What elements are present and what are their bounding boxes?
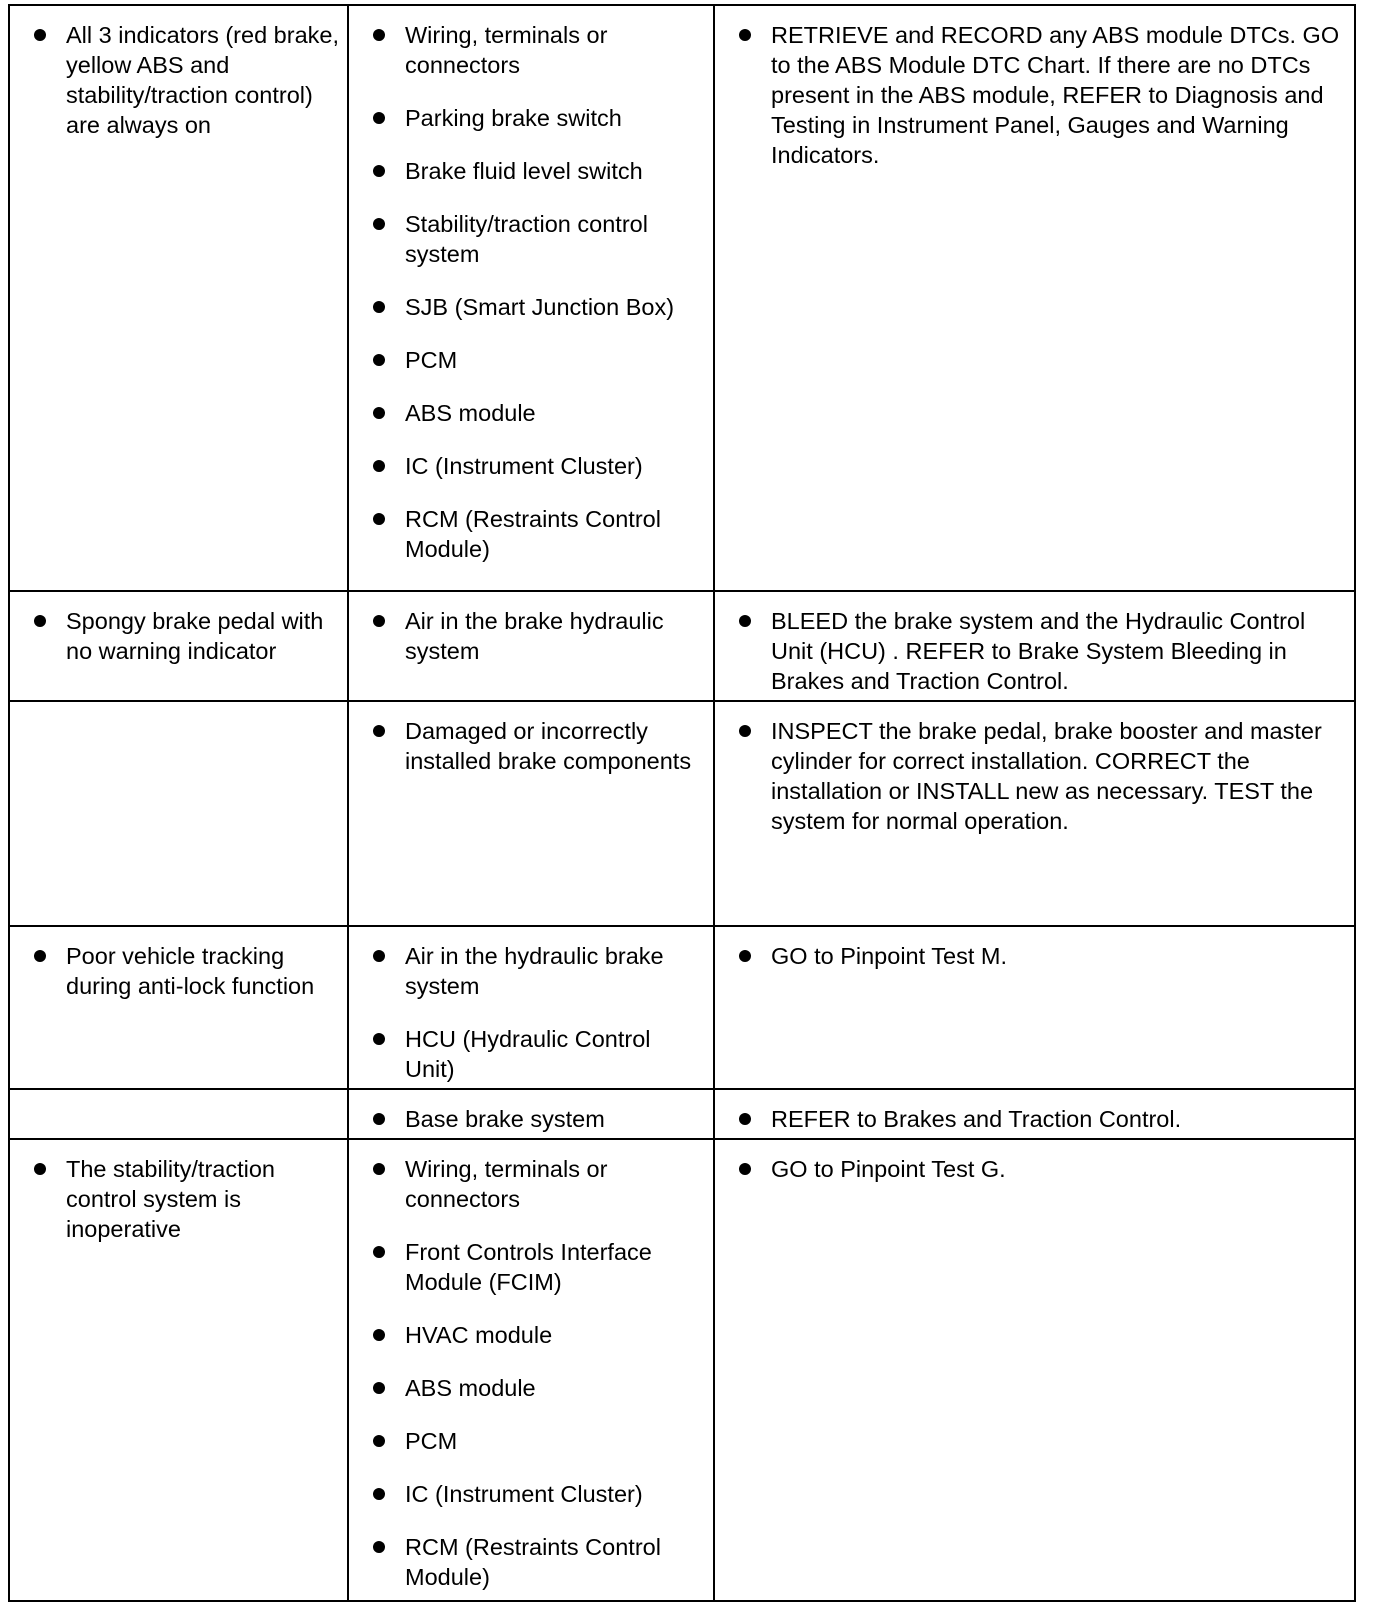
cause-text: ABS module — [405, 1375, 536, 1401]
table-row — [9, 5, 1355, 591]
bullet-icon — [373, 301, 385, 313]
cause-text: IC (Instrument Cluster) — [405, 453, 643, 479]
action-text: RETRIEVE and RECORD any ABS module DTCs. GO to the ABS Module DTC Chart. If there are no DTCs present in the ABS module, REFER to Diagnosis and Testing in Instrument Panel, Gauges and Warning Indicators. — [771, 22, 1340, 168]
cause-text: Air in the hydraulic brake system — [405, 943, 664, 999]
bullet-icon — [34, 29, 46, 41]
list-item — [369, 1532, 705, 1592]
action-cell — [714, 5, 1355, 591]
action-text: INSPECT the brake pedal, brake booster and master cylinder for correct installation. CORRECT the installation or INSTALL new as necessary. TEST the system for normal operation. — [771, 718, 1322, 834]
list-item — [369, 1373, 705, 1403]
action-text: GO to Pinpoint Test M. — [771, 943, 1007, 969]
cause-text: PCM — [405, 347, 458, 373]
condition-cell — [9, 5, 348, 591]
list-item — [30, 606, 339, 666]
list-item — [369, 209, 705, 269]
list-item — [369, 1320, 705, 1350]
bullet-icon — [373, 1329, 385, 1341]
bullet-icon — [739, 615, 751, 627]
bullet-icon — [739, 29, 751, 41]
causes-cell — [348, 1089, 714, 1139]
condition-text: Spongy brake pedal with no warning indicator — [66, 608, 324, 664]
action-cell — [714, 1139, 1355, 1601]
bullet-icon — [373, 950, 385, 962]
table-row — [9, 591, 1355, 701]
list-item — [369, 1426, 705, 1456]
bullet-icon — [739, 1113, 751, 1125]
cause-text: PCM — [405, 1428, 458, 1454]
list-item — [369, 398, 705, 428]
list-item — [369, 156, 705, 186]
cause-text: Parking brake switch — [405, 105, 622, 131]
list-item — [369, 1479, 705, 1509]
bullet-icon — [373, 1488, 385, 1500]
bullet-icon — [373, 1033, 385, 1045]
list-item — [369, 1104, 705, 1134]
bullet-icon — [739, 950, 751, 962]
action-cell — [714, 926, 1355, 1089]
causes-cell — [348, 926, 714, 1089]
condition-text: The stability/traction control system is inoperative — [66, 1156, 275, 1242]
list-item — [735, 20, 1346, 170]
bullet-icon — [373, 112, 385, 124]
list-item — [369, 345, 705, 375]
cause-text: SJB (Smart Junction Box) — [405, 294, 675, 320]
bullet-icon — [373, 407, 385, 419]
list-item — [369, 716, 705, 776]
bullet-icon — [373, 513, 385, 525]
bullet-icon — [373, 1246, 385, 1258]
action-text: BLEED the brake system and the Hydraulic Control Unit (HCU) . REFER to Brake System Bleeding in Brakes and Traction Control. — [771, 608, 1306, 694]
condition-cell-empty — [9, 701, 348, 926]
list-item — [735, 941, 1346, 971]
list-item — [735, 1154, 1346, 1184]
list-item — [369, 292, 705, 322]
cause-text: RCM (Restraints Control Module) — [405, 506, 661, 562]
cause-text: ABS module — [405, 400, 536, 426]
action-text: REFER to Brakes and Traction Control. — [771, 1106, 1182, 1132]
causes-cell — [348, 701, 714, 926]
action-cell — [714, 1089, 1355, 1139]
causes-cell — [348, 591, 714, 701]
cause-text: Brake fluid level switch — [405, 158, 643, 184]
cause-text: Damaged or incorrectly installed brake components — [405, 718, 692, 774]
condition-cell-empty — [9, 1089, 348, 1139]
cause-text: Wiring, terminals or connectors — [405, 1156, 608, 1212]
bullet-icon — [739, 1163, 751, 1175]
condition-text: Poor vehicle tracking during anti-lock function — [66, 943, 315, 999]
causes-cell — [348, 5, 714, 591]
bullet-icon — [34, 950, 46, 962]
list-item — [369, 103, 705, 133]
condition-cell — [9, 1139, 348, 1601]
list-item — [735, 1104, 1346, 1134]
bullet-icon — [373, 1113, 385, 1125]
table-row — [9, 1089, 1355, 1139]
bullet-icon — [373, 725, 385, 737]
table-row — [9, 926, 1355, 1089]
bullet-icon — [373, 29, 385, 41]
bullet-icon — [373, 218, 385, 230]
cause-text: HVAC module — [405, 1322, 553, 1348]
list-item — [369, 20, 705, 80]
cause-text: RCM (Restraints Control Module) — [405, 1534, 661, 1590]
symptom-chart-table — [8, 4, 1356, 1602]
bullet-icon — [373, 1163, 385, 1175]
list-item — [30, 1154, 339, 1244]
condition-text: All 3 indicators (red brake, yellow ABS and stability/traction control) are always on — [66, 22, 339, 138]
cause-text: Base brake system — [405, 1106, 605, 1132]
bullet-icon — [373, 460, 385, 472]
causes-cell — [348, 1139, 714, 1601]
action-text: GO to Pinpoint Test G. — [771, 1156, 1006, 1182]
table-row — [9, 1139, 1355, 1601]
cause-text: HCU (Hydraulic Control Unit) — [405, 1026, 651, 1082]
list-item — [735, 606, 1346, 696]
bullet-icon — [373, 1541, 385, 1553]
list-item — [369, 1024, 705, 1084]
cause-text: Wiring, terminals or connectors — [405, 22, 608, 78]
condition-cell — [9, 591, 348, 701]
list-item — [735, 716, 1346, 836]
list-item — [369, 504, 705, 564]
action-cell — [714, 701, 1355, 926]
bullet-icon — [373, 165, 385, 177]
list-item — [30, 941, 339, 1001]
bullet-icon — [373, 1435, 385, 1447]
list-item — [369, 1154, 705, 1214]
cause-text: Front Controls Interface Module (FCIM) — [405, 1239, 652, 1295]
bullet-icon — [34, 1163, 46, 1175]
cause-text: Air in the brake hydraulic system — [405, 608, 664, 664]
cause-text: Stability/traction control system — [405, 211, 648, 267]
action-cell — [714, 591, 1355, 701]
bullet-icon — [373, 615, 385, 627]
list-item — [30, 20, 339, 140]
bullet-icon — [34, 615, 46, 627]
list-item — [369, 451, 705, 481]
cause-text: IC (Instrument Cluster) — [405, 1481, 643, 1507]
condition-cell — [9, 926, 348, 1089]
bullet-icon — [739, 725, 751, 737]
table-row — [9, 701, 1355, 926]
bullet-icon — [373, 354, 385, 366]
list-item — [369, 1237, 705, 1297]
list-item — [369, 941, 705, 1001]
list-item — [369, 606, 705, 666]
bullet-icon — [373, 1382, 385, 1394]
